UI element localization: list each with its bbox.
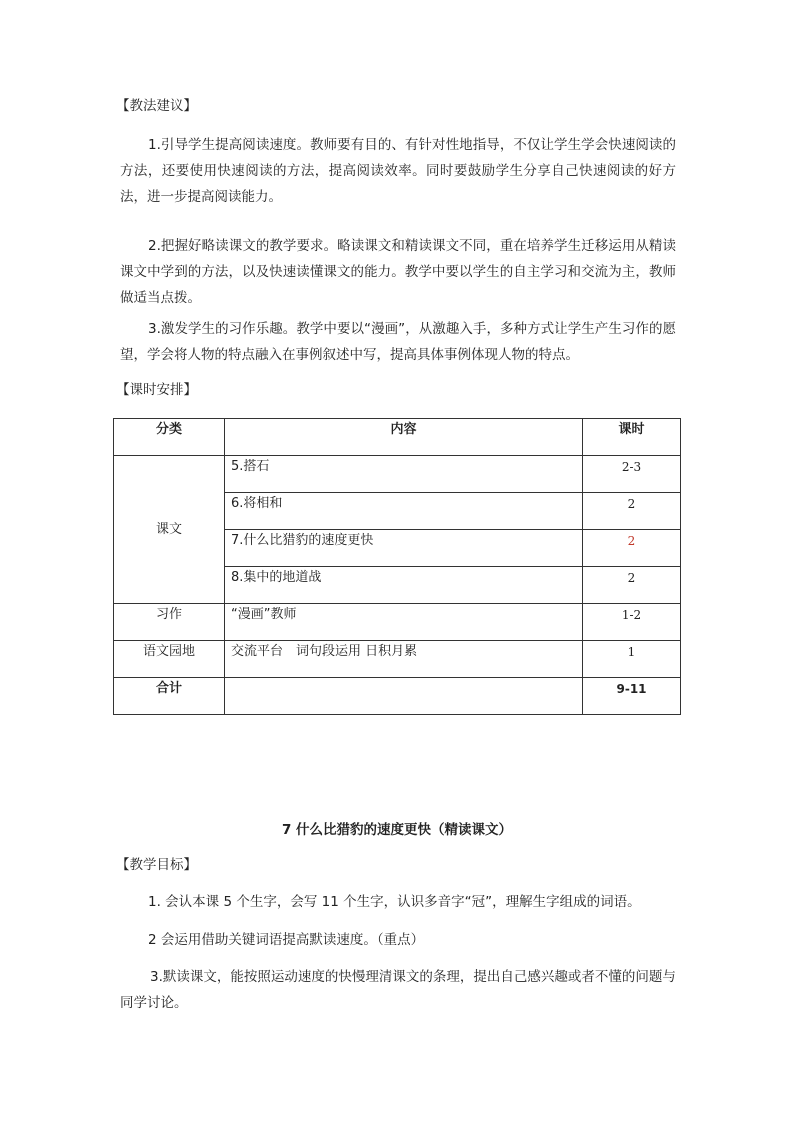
row-category: 习作 xyxy=(114,604,225,641)
table-row xyxy=(114,604,681,641)
lesson-content: 8.集中的地道战 xyxy=(225,567,583,604)
lesson-hours: 2-3 xyxy=(583,456,681,493)
row-content: 交流平台 词句段运用 日积月累 xyxy=(225,641,583,678)
table-row xyxy=(114,456,681,493)
lesson-content: 5.搭石 xyxy=(225,456,583,493)
schedule-table xyxy=(113,418,681,715)
goal-item-2: 2 会运用借助关键词语提高默读速度。（重点） xyxy=(148,932,425,948)
section-title-teaching-advice: 【教法建议】 xyxy=(116,98,197,114)
table-total-row xyxy=(114,678,681,715)
lesson-content: 6.将相和 xyxy=(225,493,583,530)
total-category: 合计 xyxy=(114,678,225,715)
advice-paragraph-2: 2.把握好略读课文的教学要求。略读课文和精读课文不同，重在培养学生迁移运用从精读课文中学到的方法，以及快速读懂课文的能力。教学中要以学生的自主学习和交流为主，教师做适当点拨。 xyxy=(120,238,676,306)
lesson-title: 7 什么比猎豹的速度更快（精读课文） xyxy=(281,822,513,838)
group-label-texts: 课文 xyxy=(114,456,225,604)
advice-paragraph-3: 3.激发学生的习作乐趣。教学中要以“漫画”，从激趣入手，多种方式让学生产生习作的愿望，学会将人物的特点融入在事例叙述中写，提高具体事例体现人物的特点。 xyxy=(120,321,676,363)
row-hours: 1 xyxy=(583,641,681,678)
section-title-schedule: 【课时安排】 xyxy=(116,382,197,398)
header-category: 分类 xyxy=(114,419,225,456)
lesson-hours: 2 xyxy=(583,493,681,530)
table-row xyxy=(114,641,681,678)
table-header-row xyxy=(114,419,681,456)
header-hours: 课时 xyxy=(583,419,681,456)
header-content: 内容 xyxy=(225,419,583,456)
row-hours: 1-2 xyxy=(583,604,681,641)
row-category: 语文园地 xyxy=(114,641,225,678)
lesson-content: 7.什么比猎豹的速度更快 xyxy=(225,530,583,567)
goal-item-1: 1. 会认本课 5 个生字，会写 11 个生字，认识多音字“冠”，理解生字组成的词语。 xyxy=(148,894,641,910)
goal-item-3: 3.默读课文，能按照运动速度的快慢理清课文的条理，提出自己感兴趣或者不懂的问题与同学讨论。 xyxy=(120,969,676,1011)
total-hours: 9-11 xyxy=(583,678,681,715)
lesson-hours: 2 xyxy=(583,567,681,604)
advice-paragraph-1: 1.引导学生提高阅读速度。教师要有目的、有针对性地指导，不仅让学生学会快速阅读的方法，还要使用快速阅读的方法，提高阅读效率。同时要鼓励学生分享自己快速阅读的好方法，进一步提高阅读能力。 xyxy=(120,137,676,205)
row-content: “漫画”教师 xyxy=(225,604,583,641)
total-content xyxy=(225,678,583,715)
section-title-goals: 【教学目标】 xyxy=(116,857,197,873)
lesson-hours: 2 xyxy=(583,530,681,567)
